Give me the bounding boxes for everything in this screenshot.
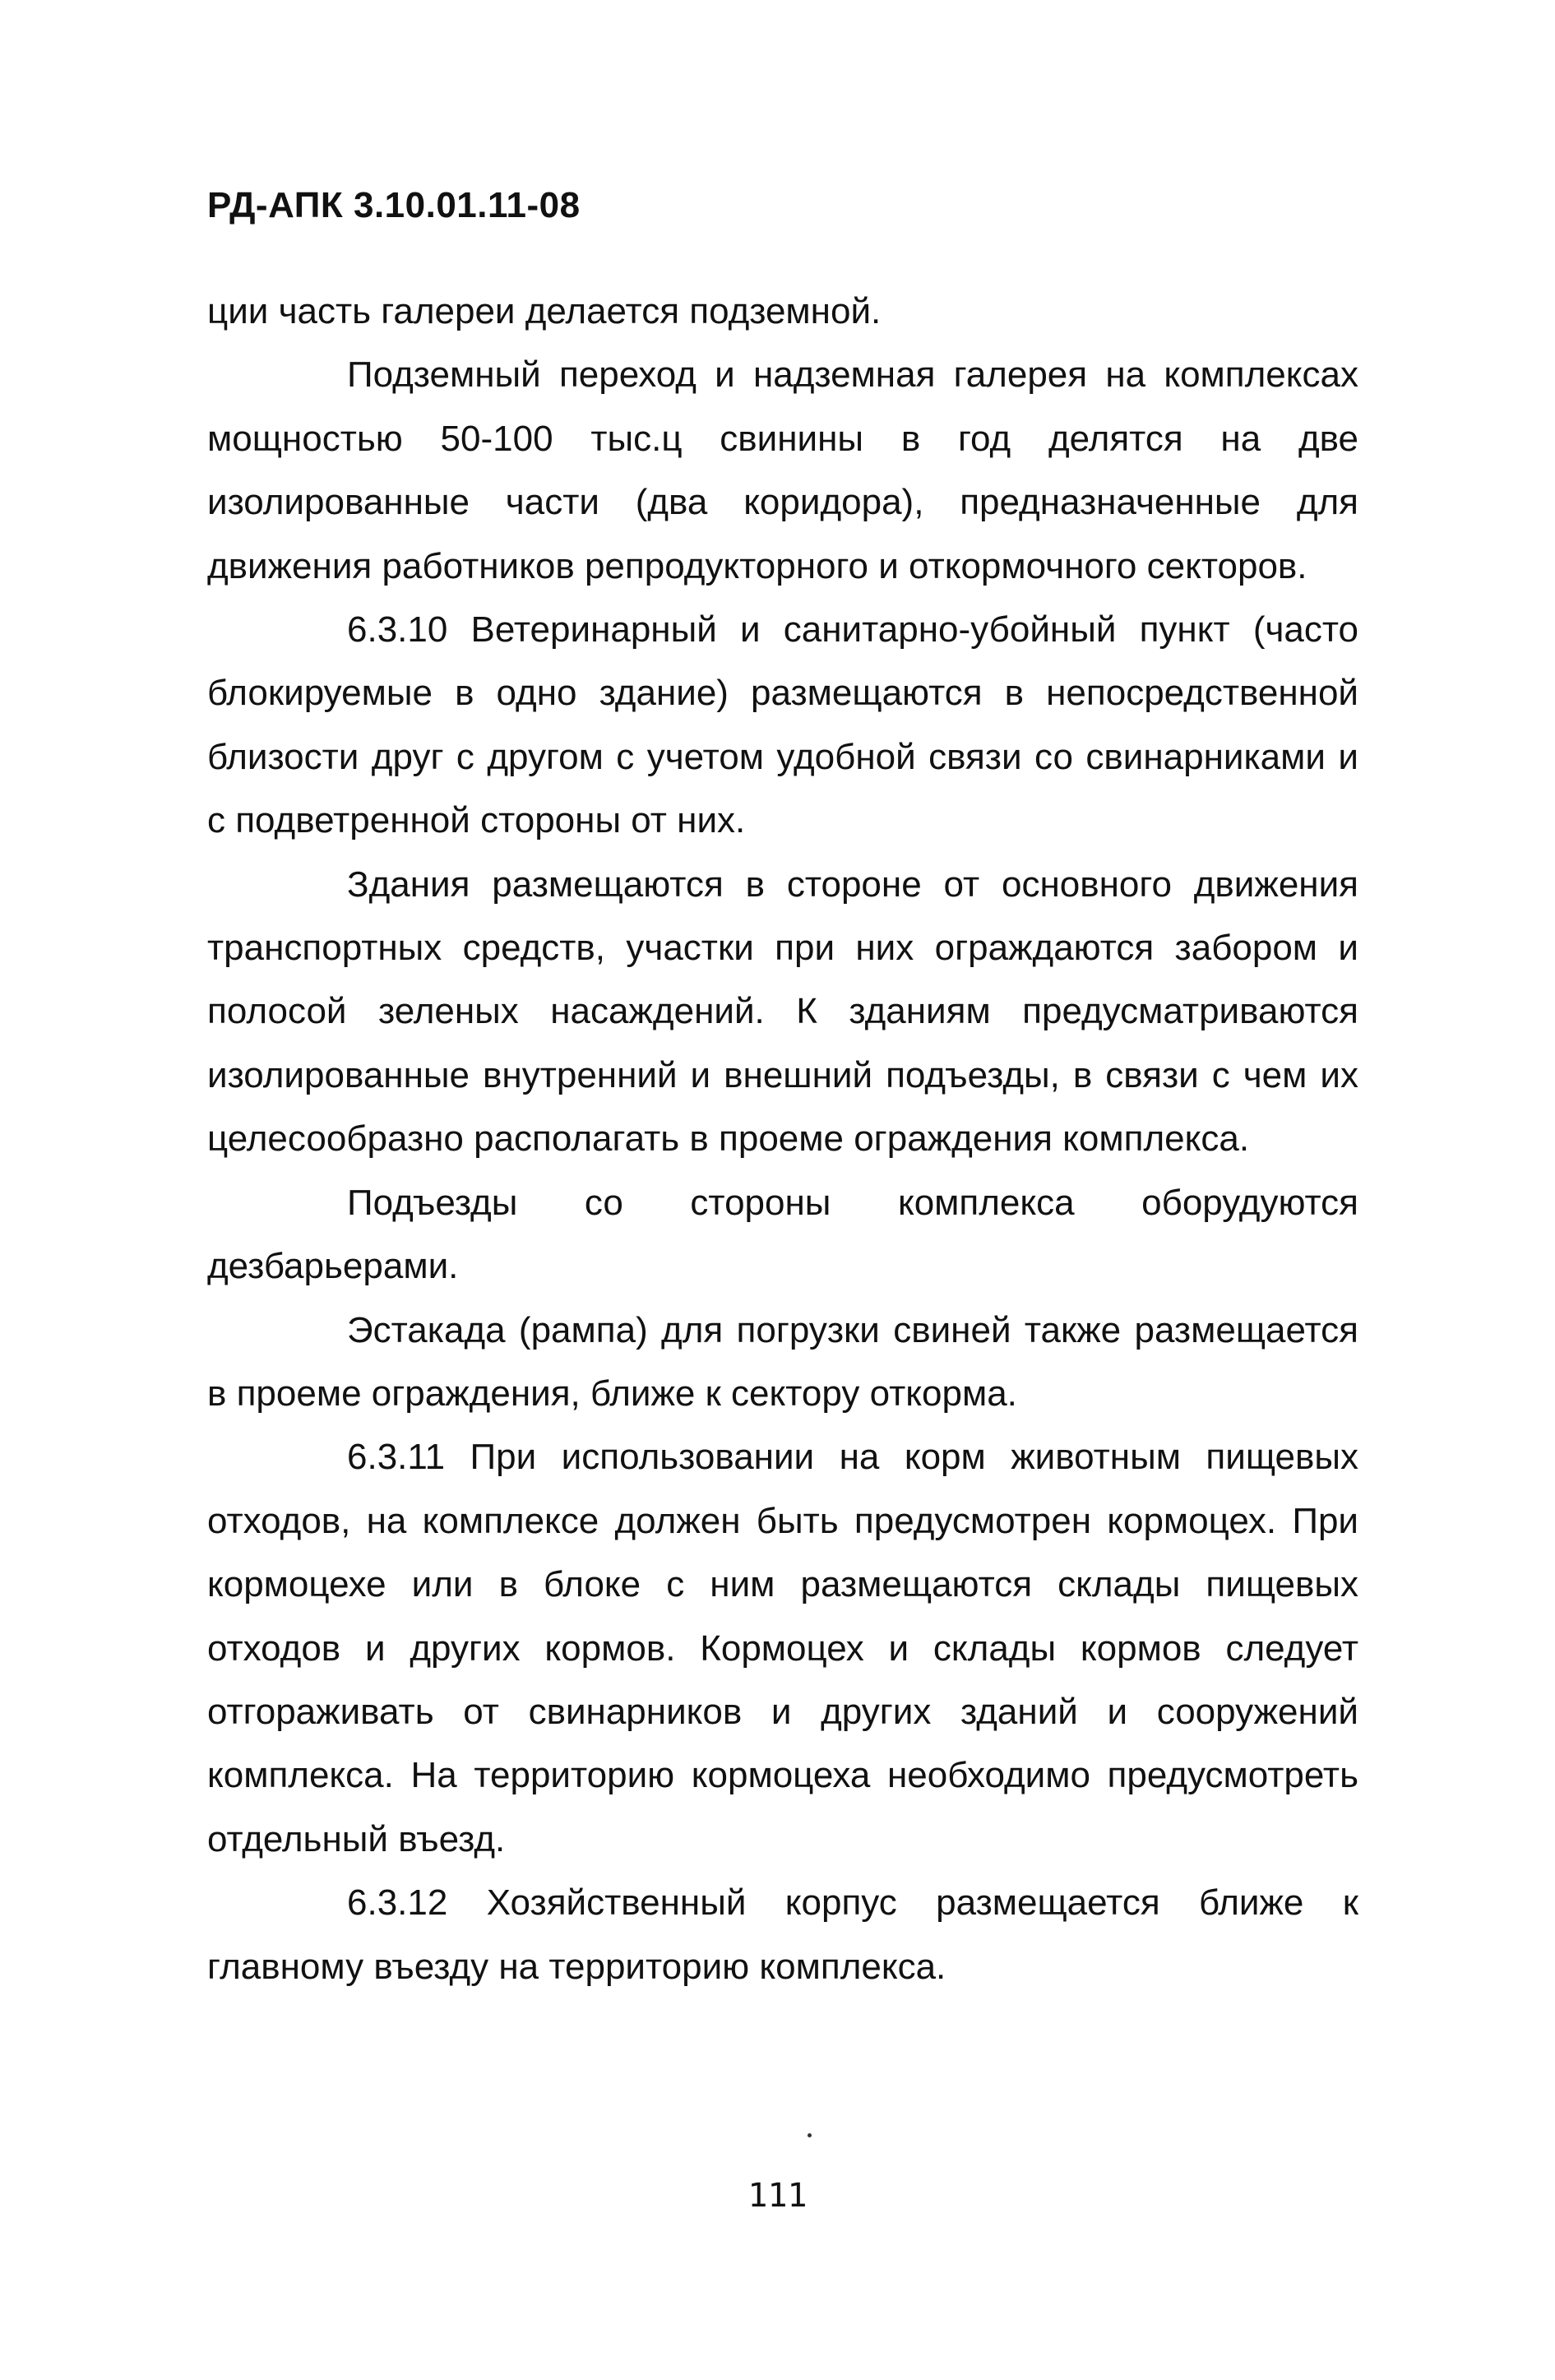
document-body [207, 280, 1358, 1998]
paragraph-underground-passage: Подземный переход и надземная галерея на комплексах мощностью 50-100 тыс.ц свинины в год делятся на две изолированные части (два коридора), предназначенные для движения работников репродукторного и откормочного секторов. [207, 354, 1358, 586]
paragraph-buildings-placement: Здания размещаются в стороне от основного движения транспортных средств, участки при них ограждаются забором и полосой зеленых насаждений. К зданиям предусматриваются изолированные внутренний и внешний подъезды, в связи с чем их целесообразно располагать в проеме ограждения комплекса. [207, 864, 1358, 1160]
scan-dot [808, 2133, 812, 2137]
page-number: 111 [747, 2177, 808, 2215]
paragraph-6-3-12: 6.3.12 Хозяйственный корпус размещается ближе к главному въезду на территорию комплекса. [207, 1882, 1358, 1987]
paragraph-entrances: Подъезды со стороны комплекса оборудуются дезбарьерами. [207, 1182, 1358, 1287]
paragraph-6-3-11: 6.3.11 При использовании на корм животным пищевых отходов, на комплексе должен быть предусмотрен кормоцех. При кормоцехе или в блоке с ним размещаются склады пищевых отходов и других кормов. Кормоцех и склады кормов следует отгораживать от свинарников и других зданий и сооружений комплекса. На территорию кормоцеха необходимо предусмотреть отдельный въезд. [207, 1437, 1358, 1859]
paragraph-6-3-10: 6.3.10 Ветеринарный и санитарно-убойный пункт (часто блокируемые в одно здание) размещаются в непосредственной близости друг с другом с учетом удобной связи со свинарниками и с подветренной стороны от них. [207, 609, 1358, 841]
paragraph-continuation: ции часть галереи делается подземной. [207, 291, 882, 331]
paragraph-ramp: Эстакада (рампа) для погрузки свиней также размещается в проеме ограждения, ближе к сектору откорма. [207, 1309, 1358, 1414]
document-code-header: РД-АПК 3.10.01.11-08 [207, 185, 581, 225]
